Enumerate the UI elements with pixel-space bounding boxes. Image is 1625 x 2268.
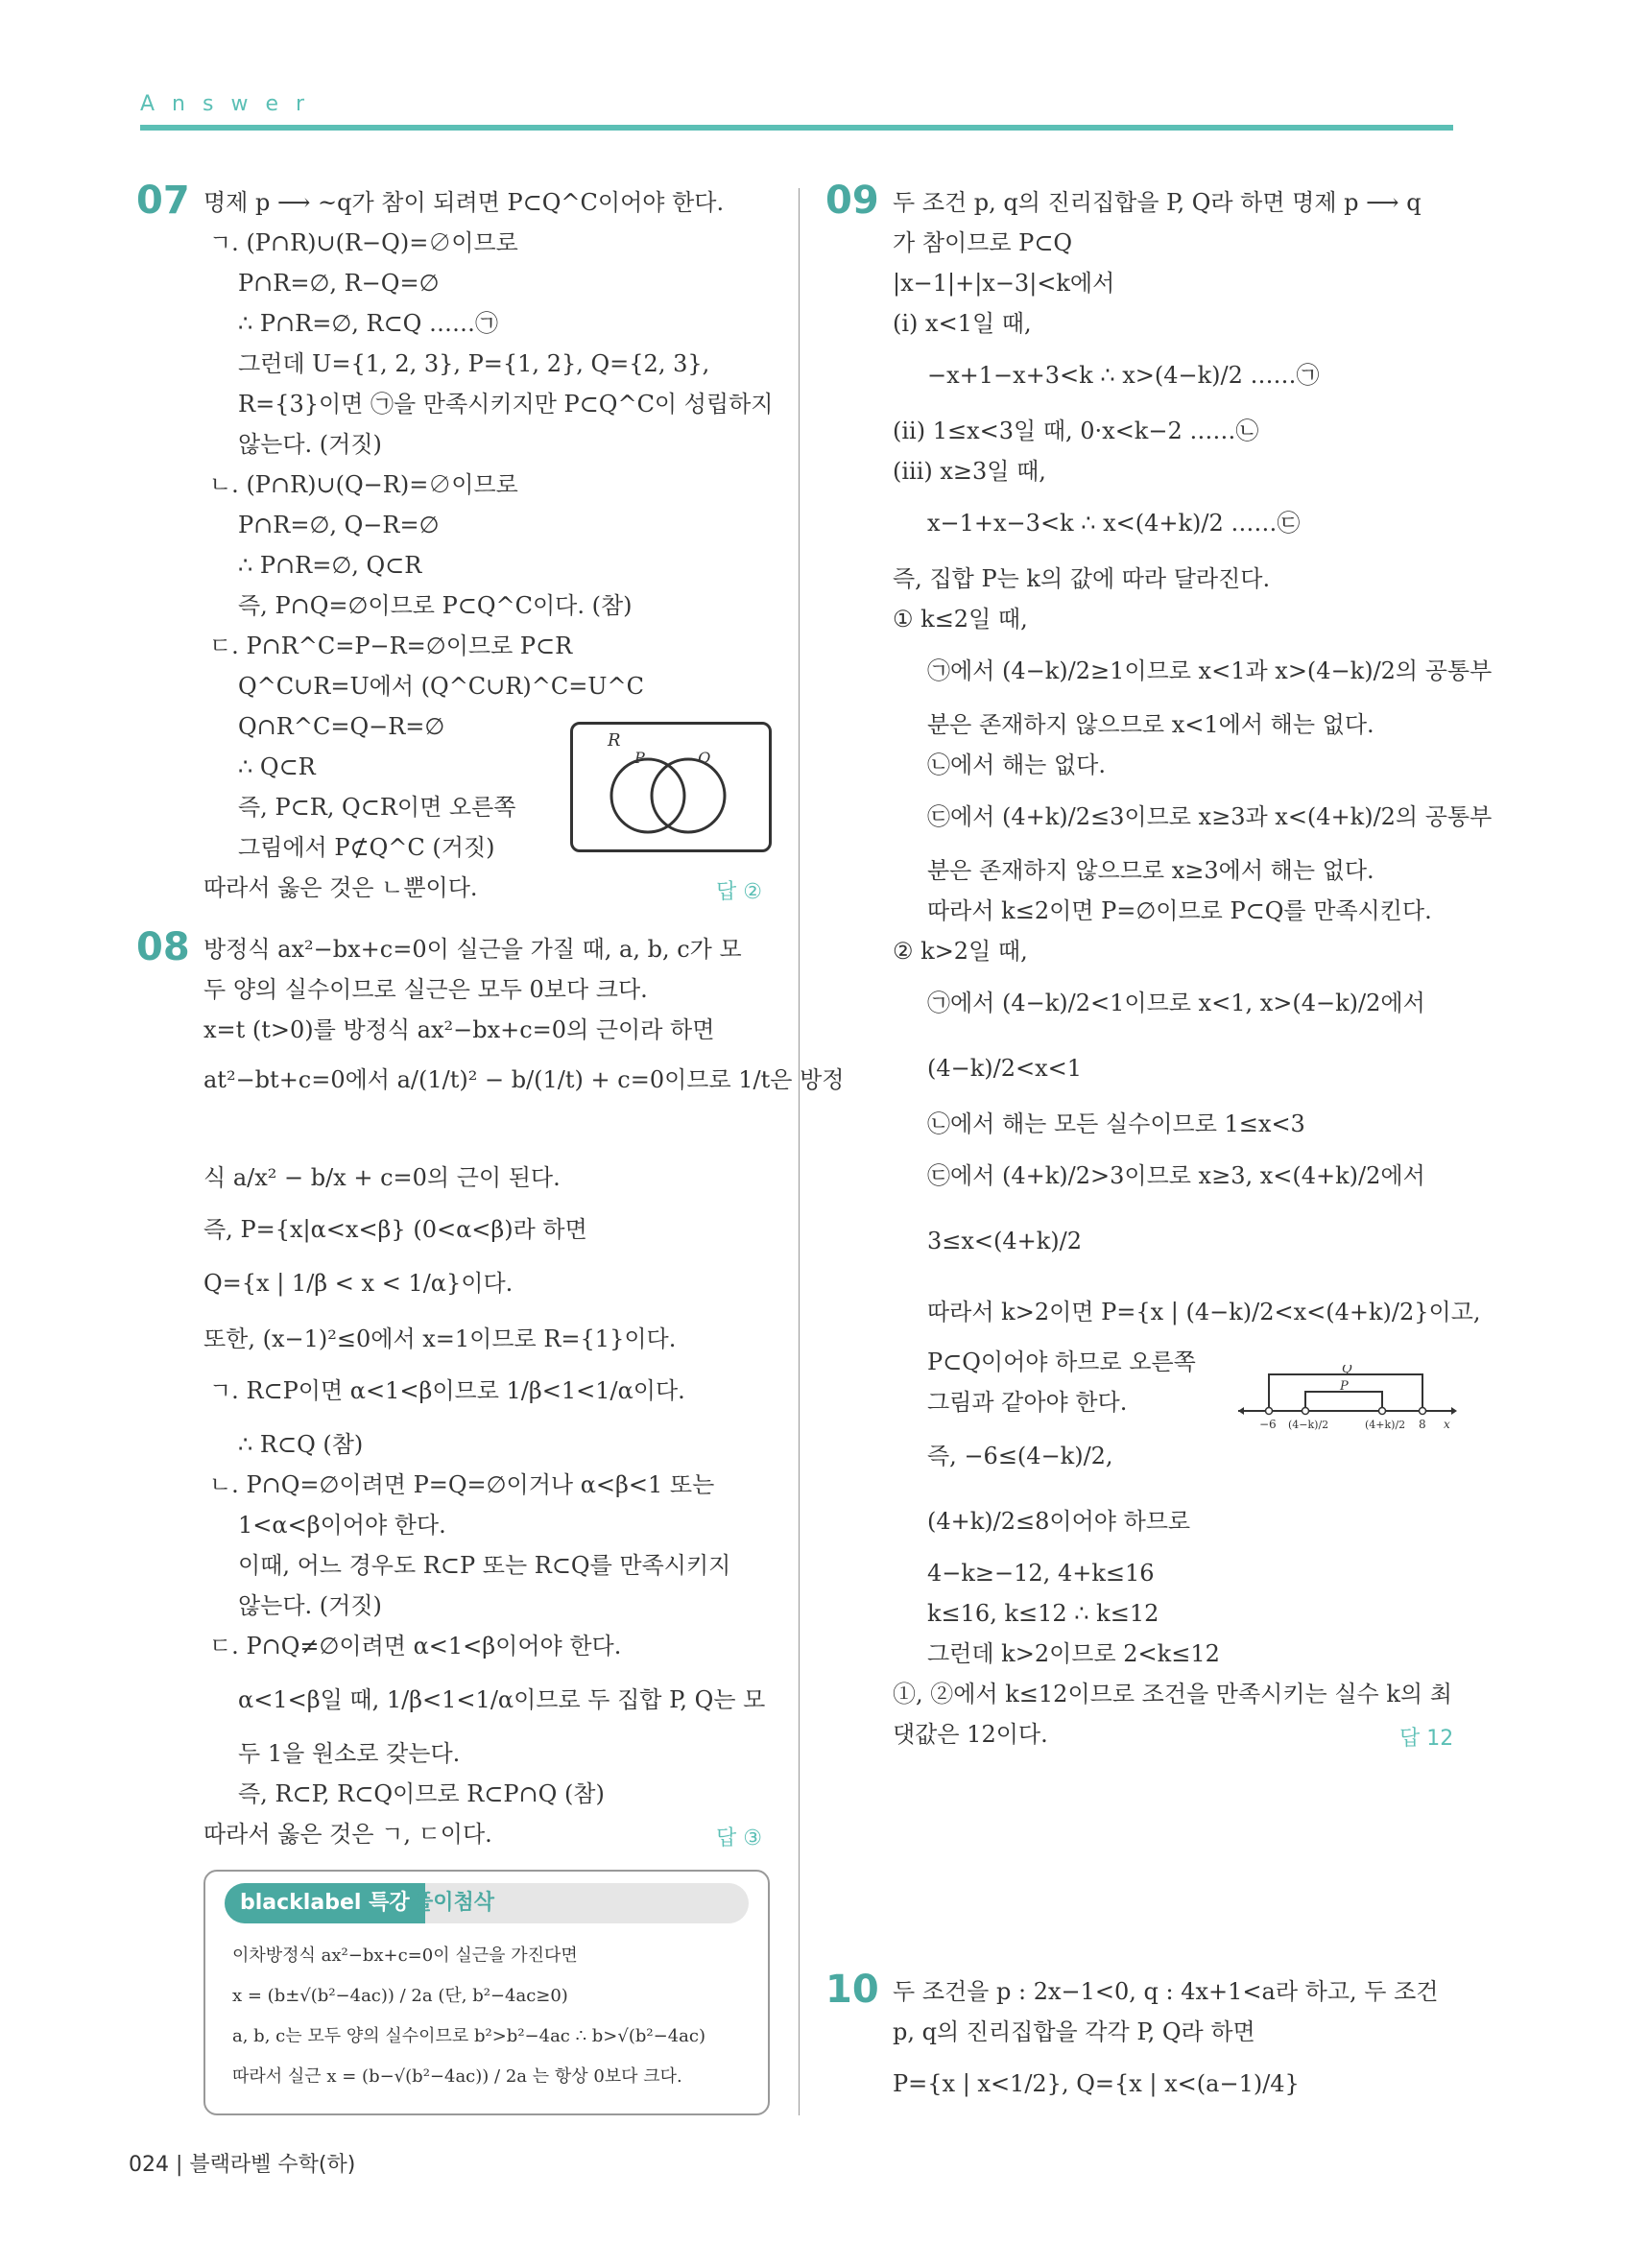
p07-line: R={3}이면 ㉠을 만족시키지만 P⊂Q^C이 성립하지 xyxy=(238,391,774,418)
venn-svg xyxy=(573,725,769,849)
point-minus6 xyxy=(1266,1408,1273,1415)
p09-line: (4−k)/2<x<1 xyxy=(927,1055,1083,1082)
p09-line: 분은 존재하지 않으므로 x≥3에서 해는 없다. xyxy=(927,857,1374,884)
p09-line: k≤16, k≤12 ∴ k≤12 xyxy=(927,1600,1159,1627)
p09-line: (4+k)/2≤8이어야 하므로 xyxy=(927,1508,1191,1535)
axis-arrow-right xyxy=(1451,1407,1457,1415)
p09-line: ㉡에서 해는 모든 실수이므로 1≤x<3 xyxy=(927,1110,1305,1137)
p08-line: 즉, R⊂P, R⊂Q이므로 R⊂P∩Q (참) xyxy=(238,1780,605,1807)
p08-line: ㄷ. P∩Q≠∅이려면 α<1<β이어야 한다. xyxy=(209,1633,622,1659)
p08-line: 않는다. (거짓) xyxy=(238,1592,382,1619)
p09-line: ㉠에서 (4−k)/2≥1이므로 x<1과 x>(4−k)/2의 공통부 xyxy=(927,657,1493,684)
p09-line: −x+1−x+3<k ∴ x>(4−k)/2 ……㉠ xyxy=(927,362,1320,389)
p09-line: ㉡에서 해는 없다. xyxy=(927,752,1106,778)
tick-4-minus-k: (4−k)/2 xyxy=(1288,1419,1329,1431)
p09-line: x−1+x−3<k ∴ x<(4+k)/2 ……㉢ xyxy=(927,510,1301,537)
p09-line: ㉢에서 (4+k)/2≤3이므로 x≥3과 x<(4+k)/2의 공통부 xyxy=(927,803,1493,830)
p09-line: 그런데 k>2이므로 2<k≤12 xyxy=(927,1640,1220,1667)
column-divider xyxy=(799,188,800,2115)
p07-line: ∴ Q⊂R xyxy=(238,753,316,780)
p08-line: 방정식 ax²−bx+c=0이 실근을 가질 때, a, b, c가 모 xyxy=(203,936,742,963)
p09-line: 분은 존재하지 않으므로 x<1에서 해는 없다. xyxy=(927,711,1374,738)
p07-line: 그림에서 P⊄Q^C (거짓) xyxy=(238,834,495,861)
bracket-p xyxy=(1305,1392,1382,1411)
label-p: P xyxy=(1340,1379,1349,1394)
tip-line: a, b, c는 모두 양의 실수이므로 b²>b²−4ac ∴ b>√(b²−4ac) xyxy=(232,2026,705,2046)
p09-line: (ii) 1≤x<3일 때, 0·x<k−2 ……㉡ xyxy=(893,418,1259,444)
header-label: Answer xyxy=(140,92,323,116)
venn-circle-p xyxy=(611,759,684,832)
p09-line: ② k>2일 때, xyxy=(893,938,1028,965)
p08-line: 또한, (x−1)²≤0에서 x=1이므로 R={1}이다. xyxy=(203,1325,677,1352)
venn-circle-q xyxy=(652,759,725,832)
venn-label-p: P xyxy=(634,749,645,767)
p09-line: |x−1|+|x−3|<k에서 xyxy=(893,270,1115,297)
p07-line: ㄴ. (P∩R)∪(Q−R)=∅이므로 xyxy=(209,471,518,498)
number-line-svg xyxy=(1238,1365,1457,1442)
p08-line: 두 양의 실수이므로 실근은 모두 0보다 크다. xyxy=(203,976,648,1003)
p09-line: 두 조건 p, q의 진리집합을 P, Q라 하면 명제 p ⟶ q xyxy=(893,189,1422,216)
p08-line: α<1<β일 때, 1/β<1<1/α이므로 두 집합 P, Q는 모 xyxy=(238,1686,766,1713)
p09-line: 가 참이므로 P⊂Q xyxy=(893,229,1073,256)
p07-line: Q^C∪R=U에서 (Q^C∪R)^C=U^C xyxy=(238,673,644,700)
p09-line: P⊂Q이어야 하므로 오른쪽 xyxy=(927,1349,1196,1375)
problem-number-10: 10 xyxy=(825,1968,879,2012)
point-b xyxy=(1379,1408,1386,1415)
p07-line: 않는다. (거짓) xyxy=(238,431,382,458)
p08-line: ㄴ. P∩Q=∅이려면 P=Q=∅이거나 α<β<1 또는 xyxy=(209,1471,715,1498)
p08-line: at²−bt+c=0에서 a/(1/t)² − b/(1/t) + c=0이므로 1/t은 방정 xyxy=(203,1066,845,1093)
p09-line: ①, ②에서 k≤12이므로 조건을 만족시키는 실수 k의 최 xyxy=(893,1681,1452,1707)
page-footer: 024 | 블랙라벨 수학(하) xyxy=(129,2153,356,2177)
label-q: Q xyxy=(1342,1365,1352,1376)
p08-line: 이때, 어느 경우도 R⊂P 또는 R⊂Q를 만족시키지 xyxy=(238,1552,731,1579)
p07-line: ∴ P∩R=∅, R⊂Q ……㉠ xyxy=(238,310,498,337)
p09-line: ㉠에서 (4−k)/2<1이므로 x<1, x>(4−k)/2에서 xyxy=(927,990,1425,1016)
p09-line: 즉, 집합 P는 k의 값에 따라 달라진다. xyxy=(893,565,1271,592)
p09-line: 따라서 k>2이면 P={x | (4−k)/2<x<(4+k)/2}이고, xyxy=(927,1299,1481,1325)
p08-line: ∴ R⊂Q (참) xyxy=(238,1431,364,1458)
p08-line: 두 1을 원소로 갖는다. xyxy=(238,1740,461,1767)
p07-line: Q∩R^C=Q−R=∅ xyxy=(238,713,445,740)
p07-line: 즉, P⊂R, Q⊂R이면 오른쪽 xyxy=(238,794,516,821)
venn-diagram xyxy=(570,722,772,852)
tick-minus6: −6 xyxy=(1259,1418,1277,1431)
p07-line: ∴ P∩R=∅, Q⊂R xyxy=(238,552,422,579)
p08-line: ㄱ. R⊂P이면 α<1<β이므로 1/β<1<1/α이다. xyxy=(209,1377,685,1404)
p09-line: 댓값은 12이다. xyxy=(893,1721,1048,1748)
problem-number-08: 08 xyxy=(136,925,190,969)
tip-line: 이차방정식 ax²−bx+c=0이 실근을 가진다면 xyxy=(232,1946,578,1966)
tip-badge: blacklabel 특강 xyxy=(225,1883,425,1923)
p08-line: x=t (t>0)를 방정식 ax²−bx+c=0의 근이라 하면 xyxy=(203,1016,715,1043)
p08-answer: 답 ③ xyxy=(716,1826,762,1850)
p09-line: 따라서 k≤2이면 P=∅이므로 P⊂Q를 만족시킨다. xyxy=(927,897,1432,924)
p08-line: 1<α<β이어야 한다. xyxy=(238,1512,446,1539)
tip-box-header xyxy=(225,1883,749,1923)
tick-8: 8 xyxy=(1419,1418,1426,1431)
p08-line: Q={x | 1/β < x < 1/α}이다. xyxy=(203,1270,514,1297)
p09-line: ㉢에서 (4+k)/2>3이므로 x≥3, x<(4+k)/2에서 xyxy=(927,1162,1425,1189)
p09-answer: 답 12 xyxy=(1399,1727,1454,1751)
p09-line: 3≤x<(4+k)/2 xyxy=(927,1228,1083,1254)
venn-label-r: R xyxy=(608,730,621,751)
p07-line: 즉, P∩Q=∅이므로 P⊂Q^C이다. (참) xyxy=(238,592,633,619)
p07-line: 그런데 U={1, 2, 3}, P={1, 2}, Q={2, 3}, xyxy=(238,350,710,377)
p08-line: 따라서 옳은 것은 ㄱ, ㄷ이다. xyxy=(203,1821,492,1848)
p09-line: 4−k≥−12, 4+k≤16 xyxy=(927,1560,1155,1587)
problem-number-07: 07 xyxy=(136,179,190,223)
p09-line: ① k≤2일 때, xyxy=(893,606,1028,633)
p07-line: P∩R=∅, R−Q=∅ xyxy=(238,270,440,297)
tick-4-plus-k: (4+k)/2 xyxy=(1365,1419,1406,1431)
p10-line: P={x | x<1/2}, Q={x | x<(a−1)/4} xyxy=(893,2070,1300,2097)
p10-line: p, q의 진리집합을 각각 P, Q라 하면 xyxy=(893,2018,1255,2045)
p07-line: 명제 p ⟶ ~q가 참이 되려면 P⊂Q^C이어야 한다. xyxy=(203,189,725,216)
venn-label-q: Q xyxy=(698,749,711,767)
p09-line: 즉, −6≤(4−k)/2, xyxy=(927,1443,1113,1469)
p09-line: (iii) x≥3일 때, xyxy=(893,458,1046,485)
tip-line: x = (b±√(b²−4ac)) / 2a (단, b²−4ac≥0) xyxy=(232,1986,568,2006)
p07-line: ㄱ. (P∩R)∪(R−Q)=∅이므로 xyxy=(209,229,518,256)
tip-line: 따라서 실근 x = (b−√(b²−4ac)) / 2a 는 항상 0보다 크다. xyxy=(232,2066,682,2087)
p08-line: 즉, P={x|α<x<β} (0<α<β)라 하면 xyxy=(203,1216,587,1243)
problem-number-09: 09 xyxy=(825,179,879,223)
header-rule xyxy=(140,125,1453,131)
point-8 xyxy=(1420,1408,1426,1415)
number-line-figure xyxy=(1238,1365,1457,1442)
p09-line: (i) x<1일 때, xyxy=(893,310,1032,337)
point-a xyxy=(1302,1408,1309,1415)
p10-line: 두 조건을 p : 2x−1<0, q : 4x+1<a라 하고, 두 조건 xyxy=(893,1978,1439,2005)
tip-subtitle: 풀이첨삭 xyxy=(413,1891,495,1915)
blacklabel-tip-box xyxy=(203,1870,770,2115)
p07-line: ㄷ. P∩R^C=P−R=∅이므로 P⊂R xyxy=(209,633,573,659)
p07-line: 따라서 옳은 것은 ㄴ뿐이다. xyxy=(203,874,478,901)
p09-line: 그림과 같아야 한다. xyxy=(927,1389,1128,1416)
p08-line: 식 a/x² − b/x + c=0의 근이 된다. xyxy=(203,1164,561,1191)
p07-line: P∩R=∅, Q−R=∅ xyxy=(238,512,440,538)
axis-arrow-left xyxy=(1238,1407,1244,1415)
p07-answer: 답 ② xyxy=(716,880,762,904)
axis-label-x: x xyxy=(1444,1418,1450,1431)
